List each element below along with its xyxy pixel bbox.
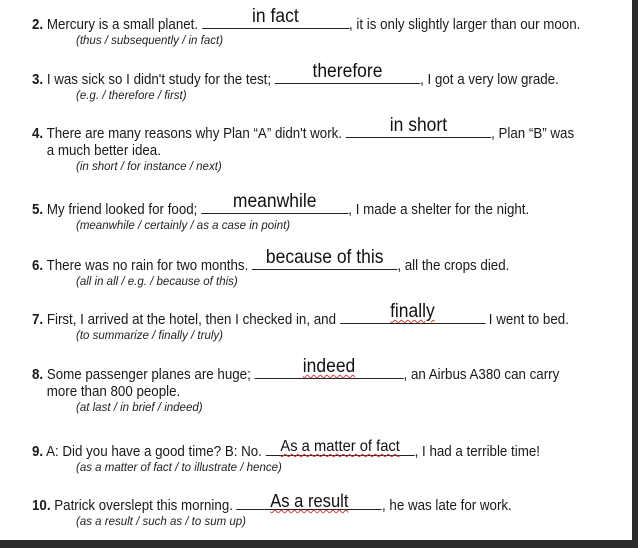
answer-blank[interactable]	[254, 356, 403, 379]
exercise-item-8	[32, 356, 618, 415]
option-hint: (e.g. / therefore / first)	[76, 90, 187, 102]
sentence-line	[32, 61, 571, 89]
sentence-before: Mercury is a small planet.	[46, 17, 199, 33]
sentence-line	[32, 356, 571, 384]
sentence-line	[32, 491, 571, 515]
item-number: 10.	[32, 498, 51, 514]
option-hint: (as a matter of fact / to illustrate / hence)	[76, 462, 282, 474]
sentence-before: First, I arrived at the hotel, then I checked in, and	[46, 312, 337, 328]
sentence-continuation: more than 800 people.	[46, 384, 181, 400]
sentence-after: , an Airbus A380 can carry	[403, 367, 560, 383]
answer-text: because of this	[265, 247, 384, 268]
option-hint: (in short / for instance / next)	[76, 161, 222, 173]
answer-text: in short	[389, 115, 448, 136]
exercise-item-3	[32, 61, 618, 103]
sentence-before: My friend looked for food;	[46, 202, 198, 218]
item-number: 5.	[32, 202, 44, 218]
answer-blank[interactable]	[252, 247, 397, 270]
answer-blank[interactable]	[237, 491, 382, 511]
answer-blank[interactable]	[201, 191, 348, 214]
answer-text: As a result	[270, 491, 349, 511]
sentence-after: , I made a shelter for the night.	[348, 202, 530, 218]
item-number: 4.	[32, 126, 44, 142]
item-number: 3.	[32, 72, 44, 88]
sentence-line	[32, 115, 575, 143]
item-number: 7.	[32, 312, 44, 328]
answer-text: indeed	[302, 356, 356, 377]
answer-blank[interactable]	[202, 6, 349, 29]
sentence-line	[32, 247, 571, 275]
exercise-item-6	[32, 247, 618, 289]
sentence-before: There are many reasons why Plan “A” didn't work.	[46, 126, 343, 142]
sentence-line	[32, 6, 581, 34]
sentence-line	[32, 191, 571, 219]
option-hint: (all in all / e.g. / because of this)	[76, 276, 238, 288]
item-number: 8.	[32, 367, 44, 383]
answer-text: in fact	[252, 6, 299, 27]
exercise-item-7	[32, 301, 618, 343]
answer-text: therefore	[312, 61, 383, 82]
sentence-after: , it is only slightly larger than our moon.	[348, 17, 581, 33]
sentence-after: , he was late for work.	[382, 498, 512, 514]
sentence-continuation: a much better idea.	[46, 143, 161, 159]
sentence-after: , I got a very low grade.	[420, 72, 559, 88]
option-hint: (meanwhile / certainly / as a case in point)	[76, 220, 291, 232]
sentence-line	[32, 301, 571, 329]
option-hint: (to summarize / finally / truly)	[76, 330, 223, 342]
exercise-item-9	[32, 438, 618, 475]
answer-text: finally	[390, 301, 435, 322]
sentence-before: I was sick so I didn't study for the test;	[46, 72, 272, 88]
answer-blank[interactable]	[266, 438, 415, 456]
sentence-before: There was no rain for two months.	[46, 258, 249, 274]
exercise-item-5	[32, 191, 618, 233]
item-number: 2.	[32, 17, 44, 33]
sentence-before: A: Did you have a good time? B: No.	[46, 444, 262, 460]
sentence-line	[32, 438, 571, 461]
answer-blank[interactable]	[275, 61, 420, 84]
sentence-after: , Plan “B” was	[491, 126, 575, 142]
exercise-item-2	[32, 6, 618, 48]
sentence-after: I went to bed.	[488, 312, 569, 328]
option-hint: (thus / subsequently / in fact)	[76, 35, 224, 47]
sentence-before: Some passenger planes are huge;	[46, 367, 251, 383]
sentence-after: , all the crops died.	[397, 258, 510, 274]
item-number: 6.	[32, 258, 44, 274]
item-number: 9.	[32, 444, 44, 460]
answer-blank[interactable]	[346, 115, 491, 138]
answer-text: As a matter of fact	[280, 438, 400, 455]
answer-blank[interactable]	[340, 301, 485, 324]
exercise-item-10	[32, 491, 618, 529]
sentence-after: , I had a terrible time!	[414, 444, 540, 460]
option-hint: (at last / in brief / indeed)	[76, 402, 203, 414]
sentence-before: Patrick overslept this morning.	[54, 498, 233, 514]
option-hint: (as a result / such as / to sum up)	[76, 516, 247, 528]
exercise-item-4	[32, 115, 618, 174]
answer-text: meanwhile	[232, 191, 317, 212]
